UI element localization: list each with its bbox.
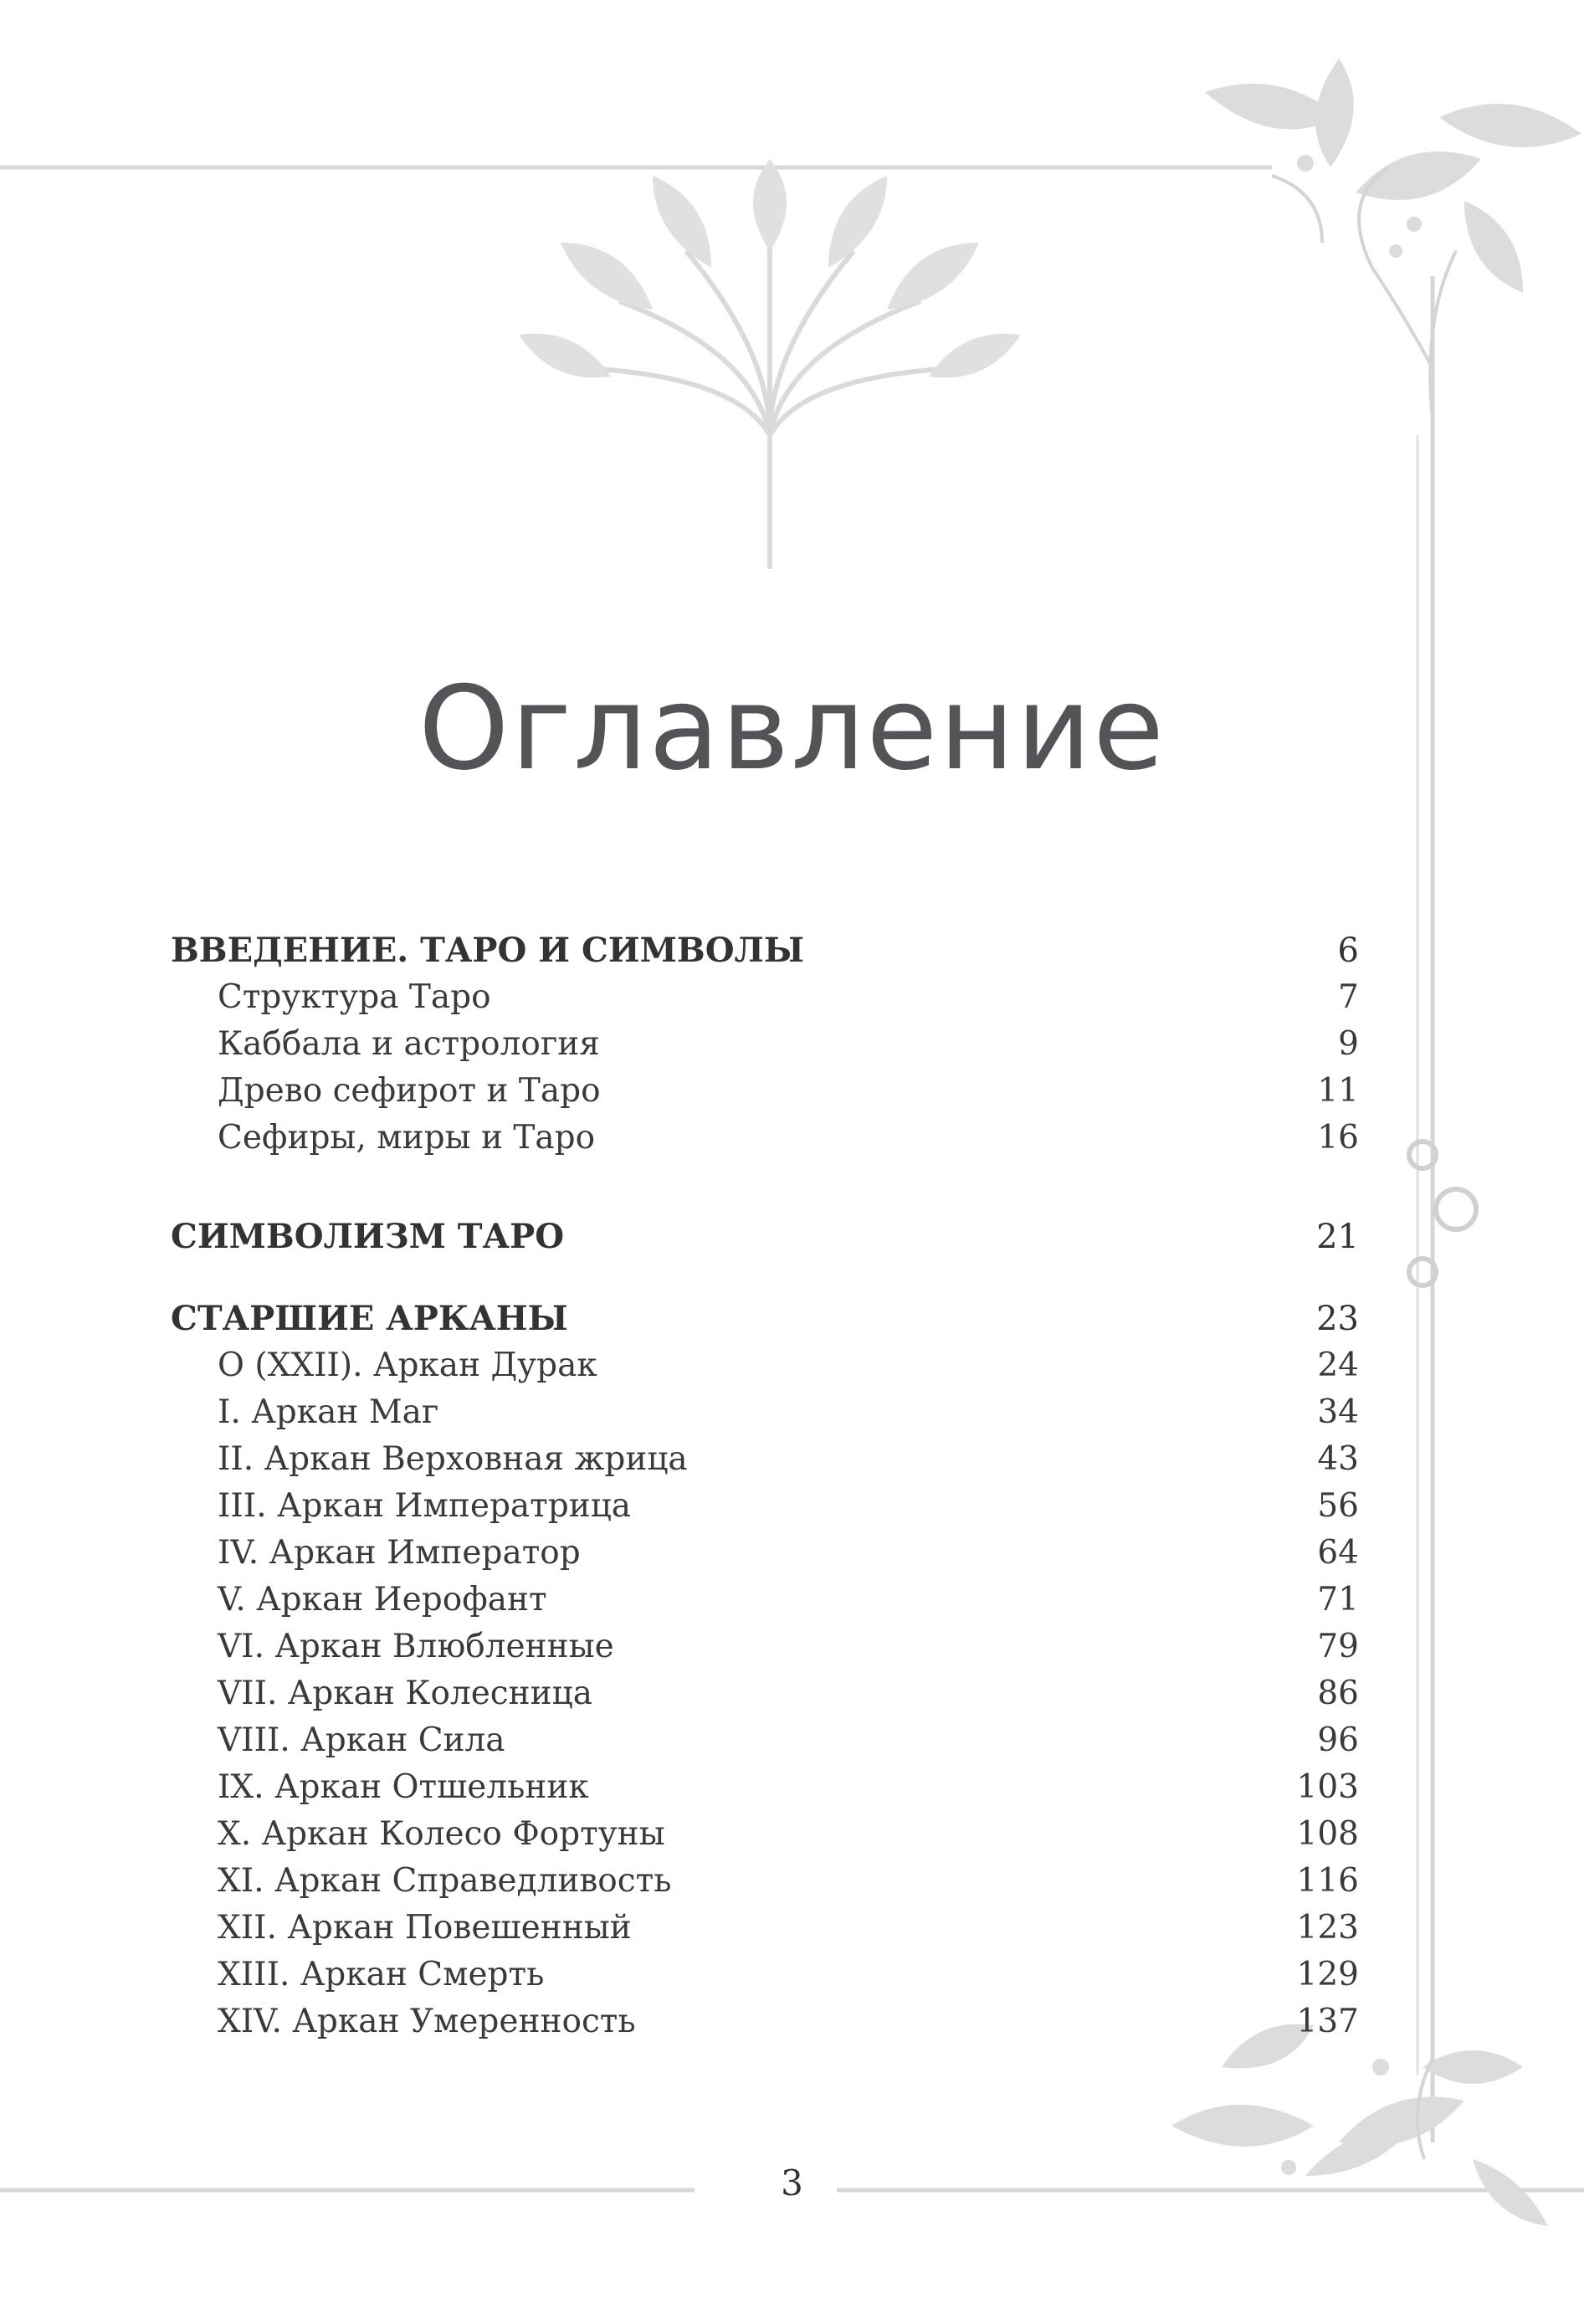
toc-item[interactable] [171,1905,1359,1952]
toc-item[interactable] [171,1624,1359,1670]
toc-section-major-arcana [171,1295,1359,2045]
toc-item-page: 9 [1338,1025,1359,1063]
toc-section-symbolism [171,1213,1359,1260]
toc-item-label: X. Аркан Колесо Фортуны [218,1815,665,1853]
toc-item-label: V. Аркан Иерофант [218,1581,547,1619]
toc-item[interactable] [171,1998,1359,2045]
toc-item[interactable] [171,1342,1359,1389]
toc-item-page: 86 [1317,1675,1359,1712]
toc-item[interactable] [171,1021,1359,1068]
toc-item-label: XII. Аркан Повешенный [218,1909,632,1947]
toc-item-page: 64 [1317,1534,1359,1572]
toc-item-page: 116 [1296,1862,1359,1900]
toc-item-label: IX. Аркан Отшельник [218,1768,589,1806]
toc-item-page: 96 [1317,1721,1359,1759]
toc-heading[interactable] [171,1295,1359,1342]
toc-heading[interactable] [171,1213,1359,1260]
section-spacer [171,1260,1359,1295]
toc-item[interactable] [171,1483,1359,1530]
toc-item-page: 123 [1296,1909,1359,1947]
toc-item-label: Структура Таро [218,978,491,1016]
toc-item[interactable] [171,1952,1359,1998]
toc-item-page: 103 [1296,1768,1359,1806]
toc-item[interactable] [171,1764,1359,1811]
toc-item-label: VI. Аркан Влюбленные [218,1628,614,1665]
toc-item-label: VII. Аркан Колесница [218,1675,592,1712]
toc-item[interactable] [171,1670,1359,1717]
toc-item-page: 129 [1296,1956,1359,1993]
toc-item-page: 56 [1317,1487,1359,1525]
toc-item-label: XI. Аркан Справедливость [218,1862,672,1900]
toc-item[interactable] [171,1436,1359,1483]
toc-item[interactable] [171,1389,1359,1436]
fan-ornament-icon [519,159,1021,569]
toc-item-label: Сефиры, миры и Таро [218,1119,596,1157]
toc-item[interactable] [171,1530,1359,1577]
toc-item[interactable] [171,1577,1359,1624]
side-rings-icon [1409,1141,1476,1285]
toc-item-label: Древо сефирот и Таро [218,1072,601,1110]
toc-item-page: 11 [1317,1072,1359,1110]
toc-item-page: 71 [1317,1581,1359,1619]
toc-item-label: II. Аркан Верховная жрица [218,1440,688,1478]
toc-heading-label: ВВЕДЕНИЕ. ТАРО И СИМВОЛЫ [171,931,804,970]
toc-item-label: Каббала и астрология [218,1025,600,1063]
toc-item-page: 43 [1317,1440,1359,1478]
toc-item-page: 108 [1296,1815,1359,1853]
toc-item-label: VIII. Аркан Сила [218,1721,505,1759]
toc-item-page: 34 [1317,1393,1359,1431]
toc-item-page: 137 [1296,2003,1359,2040]
toc-item[interactable] [171,1115,1359,1162]
toc-heading-page: 23 [1316,1300,1359,1338]
toc-item-label: I. Аркан Маг [218,1393,439,1431]
toc-item-page: 24 [1317,1347,1359,1384]
toc-item-label: XIII. Аркан Смерть [218,1956,545,1993]
toc-item[interactable] [171,1811,1359,1858]
toc-item[interactable] [171,1068,1359,1115]
corner-flourish-top-icon [1205,59,1581,418]
toc-item-label: XIV. Аркан Умеренность [218,2003,636,2040]
toc-heading[interactable] [171,927,1359,974]
page-title: Оглавление [418,661,1166,797]
toc-heading-page: 21 [1316,1218,1359,1256]
toc-item-label: О (XXII). Аркан Дурак [218,1347,597,1384]
toc-item-page: 79 [1317,1628,1359,1665]
toc-item[interactable] [171,974,1359,1021]
toc-heading-page: 6 [1337,931,1359,970]
toc-item-label: IV. Аркан Император [218,1534,581,1572]
toc-item[interactable] [171,1858,1359,1905]
toc-item-page: 7 [1338,978,1359,1016]
toc-item-label: III. Аркан Императрица [218,1487,632,1525]
toc-section-introduction [171,927,1359,1162]
toc-heading-label: СИМВОЛИЗМ ТАРО [171,1217,565,1256]
toc-item[interactable] [171,1717,1359,1764]
page-number: 3 [781,2162,803,2203]
toc-item-page: 16 [1317,1119,1359,1157]
toc-heading-label: СТАРШИЕ АРКАНЫ [171,1299,568,1338]
table-of-contents [171,927,1359,2045]
section-spacer [171,1162,1359,1213]
